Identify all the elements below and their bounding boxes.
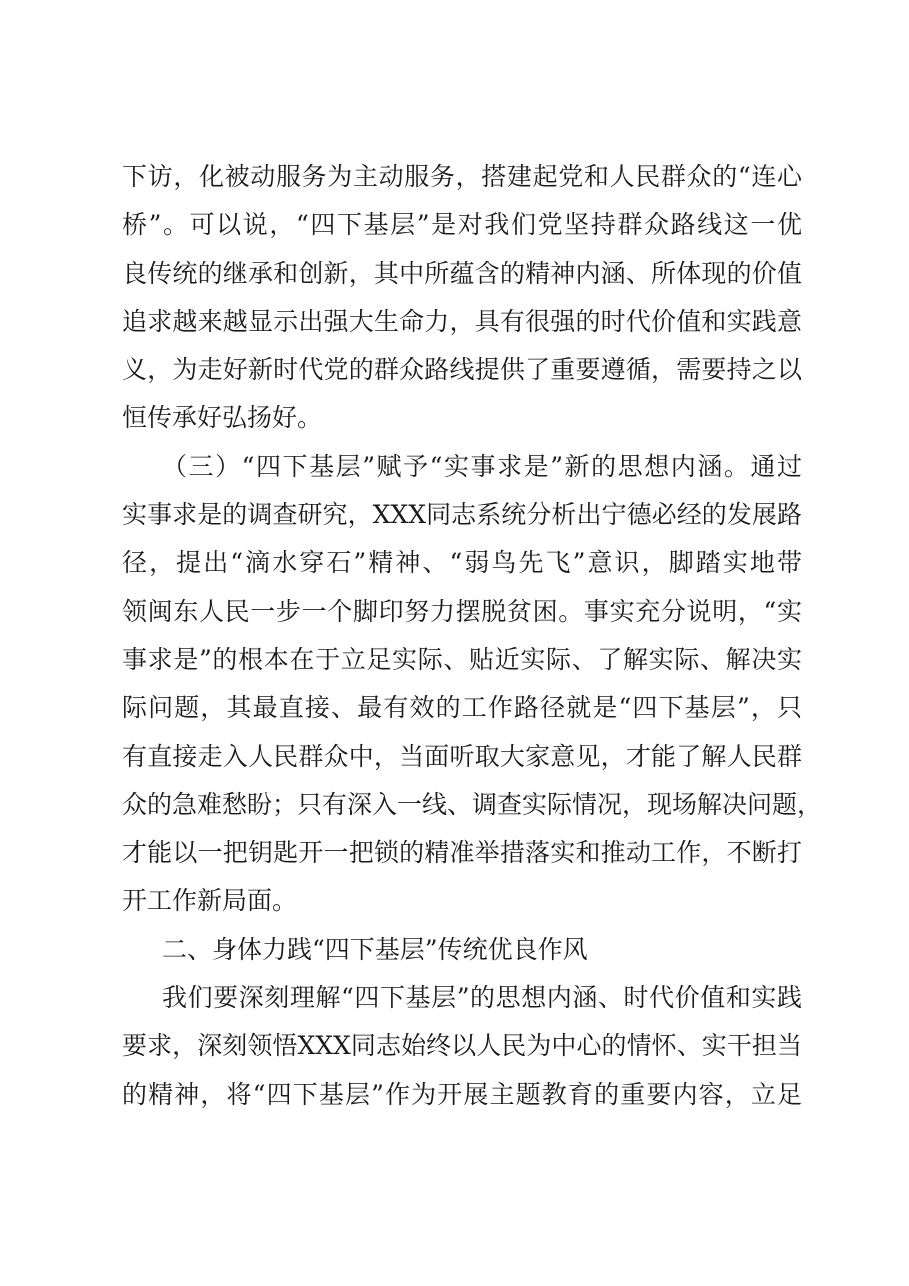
paragraph-line: 义，为走好新时代党的群众路线提供了重要遵循，需要持之以 (122, 355, 802, 385)
paragraph-line: 桥”。可以说，“四下基层”是对我们党坚持群众路线这一优 (122, 210, 802, 240)
section-heading: 二、身体力践“四下基层”传统优良作风 (162, 934, 588, 964)
document-body (122, 153, 823, 1119)
paragraph-line: 径，提出“滴水穿石”精神、“弱鸟先飞”意识，脚踏实地带 (122, 548, 802, 578)
paragraph-line: 领闽东人民一步一个脚印努力摆脱贫困。事实充分说明，“实 (122, 596, 802, 626)
paragraph-line: 追求越来越显示出强大生命力，具有很强的时代价值和实践意 (122, 306, 802, 336)
paragraph-line: 有直接走入人民群众中，当面听取大家意见，才能了解人民群 (122, 741, 802, 771)
paragraph-line: 良传统的继承和创新，其中所蕴含的精神内涵、所体现的价值 (122, 258, 802, 288)
paragraph-line: 才能以一把钥匙开一把锁的精准举措落实和推动工作，不断打 (122, 838, 802, 868)
paragraph-line: 实事求是的调查研究，XXX同志系统分析出宁德必经的发展路 (122, 500, 802, 530)
paragraph-line: 的精神，将“四下基层”作为开展主题教育的重要内容，立足 (122, 1079, 802, 1109)
paragraph-line: 我们要深刻理解“四下基层”的思想内涵、时代价值和实践 (162, 983, 802, 1013)
paragraph-line: 开工作新局面。 (122, 886, 298, 916)
paragraph-line: 众的急难愁盼；只有深入一线、调查实际情况，现场解决问题， (122, 789, 823, 819)
paragraph-line: 恒传承好弘扬好。 (122, 403, 323, 433)
paragraph-line: 际问题，其最直接、最有效的工作路径就是“四下基层”，只 (122, 693, 802, 723)
paragraph-line: 要求，深刻领悟XXX同志始终以人民为中心的情怀、实干担当 (122, 1031, 802, 1061)
paragraph-line: 事求是”的根本在于立足实际、贴近实际、了解实际、解决实 (122, 644, 802, 674)
paragraph-line: 下访，化被动服务为主动服务，搭建起党和人民群众的“连心 (122, 162, 802, 191)
paragraph-line: （三）“四下基层”赋予“实事求是”新的思想内涵。通过 (162, 451, 802, 481)
